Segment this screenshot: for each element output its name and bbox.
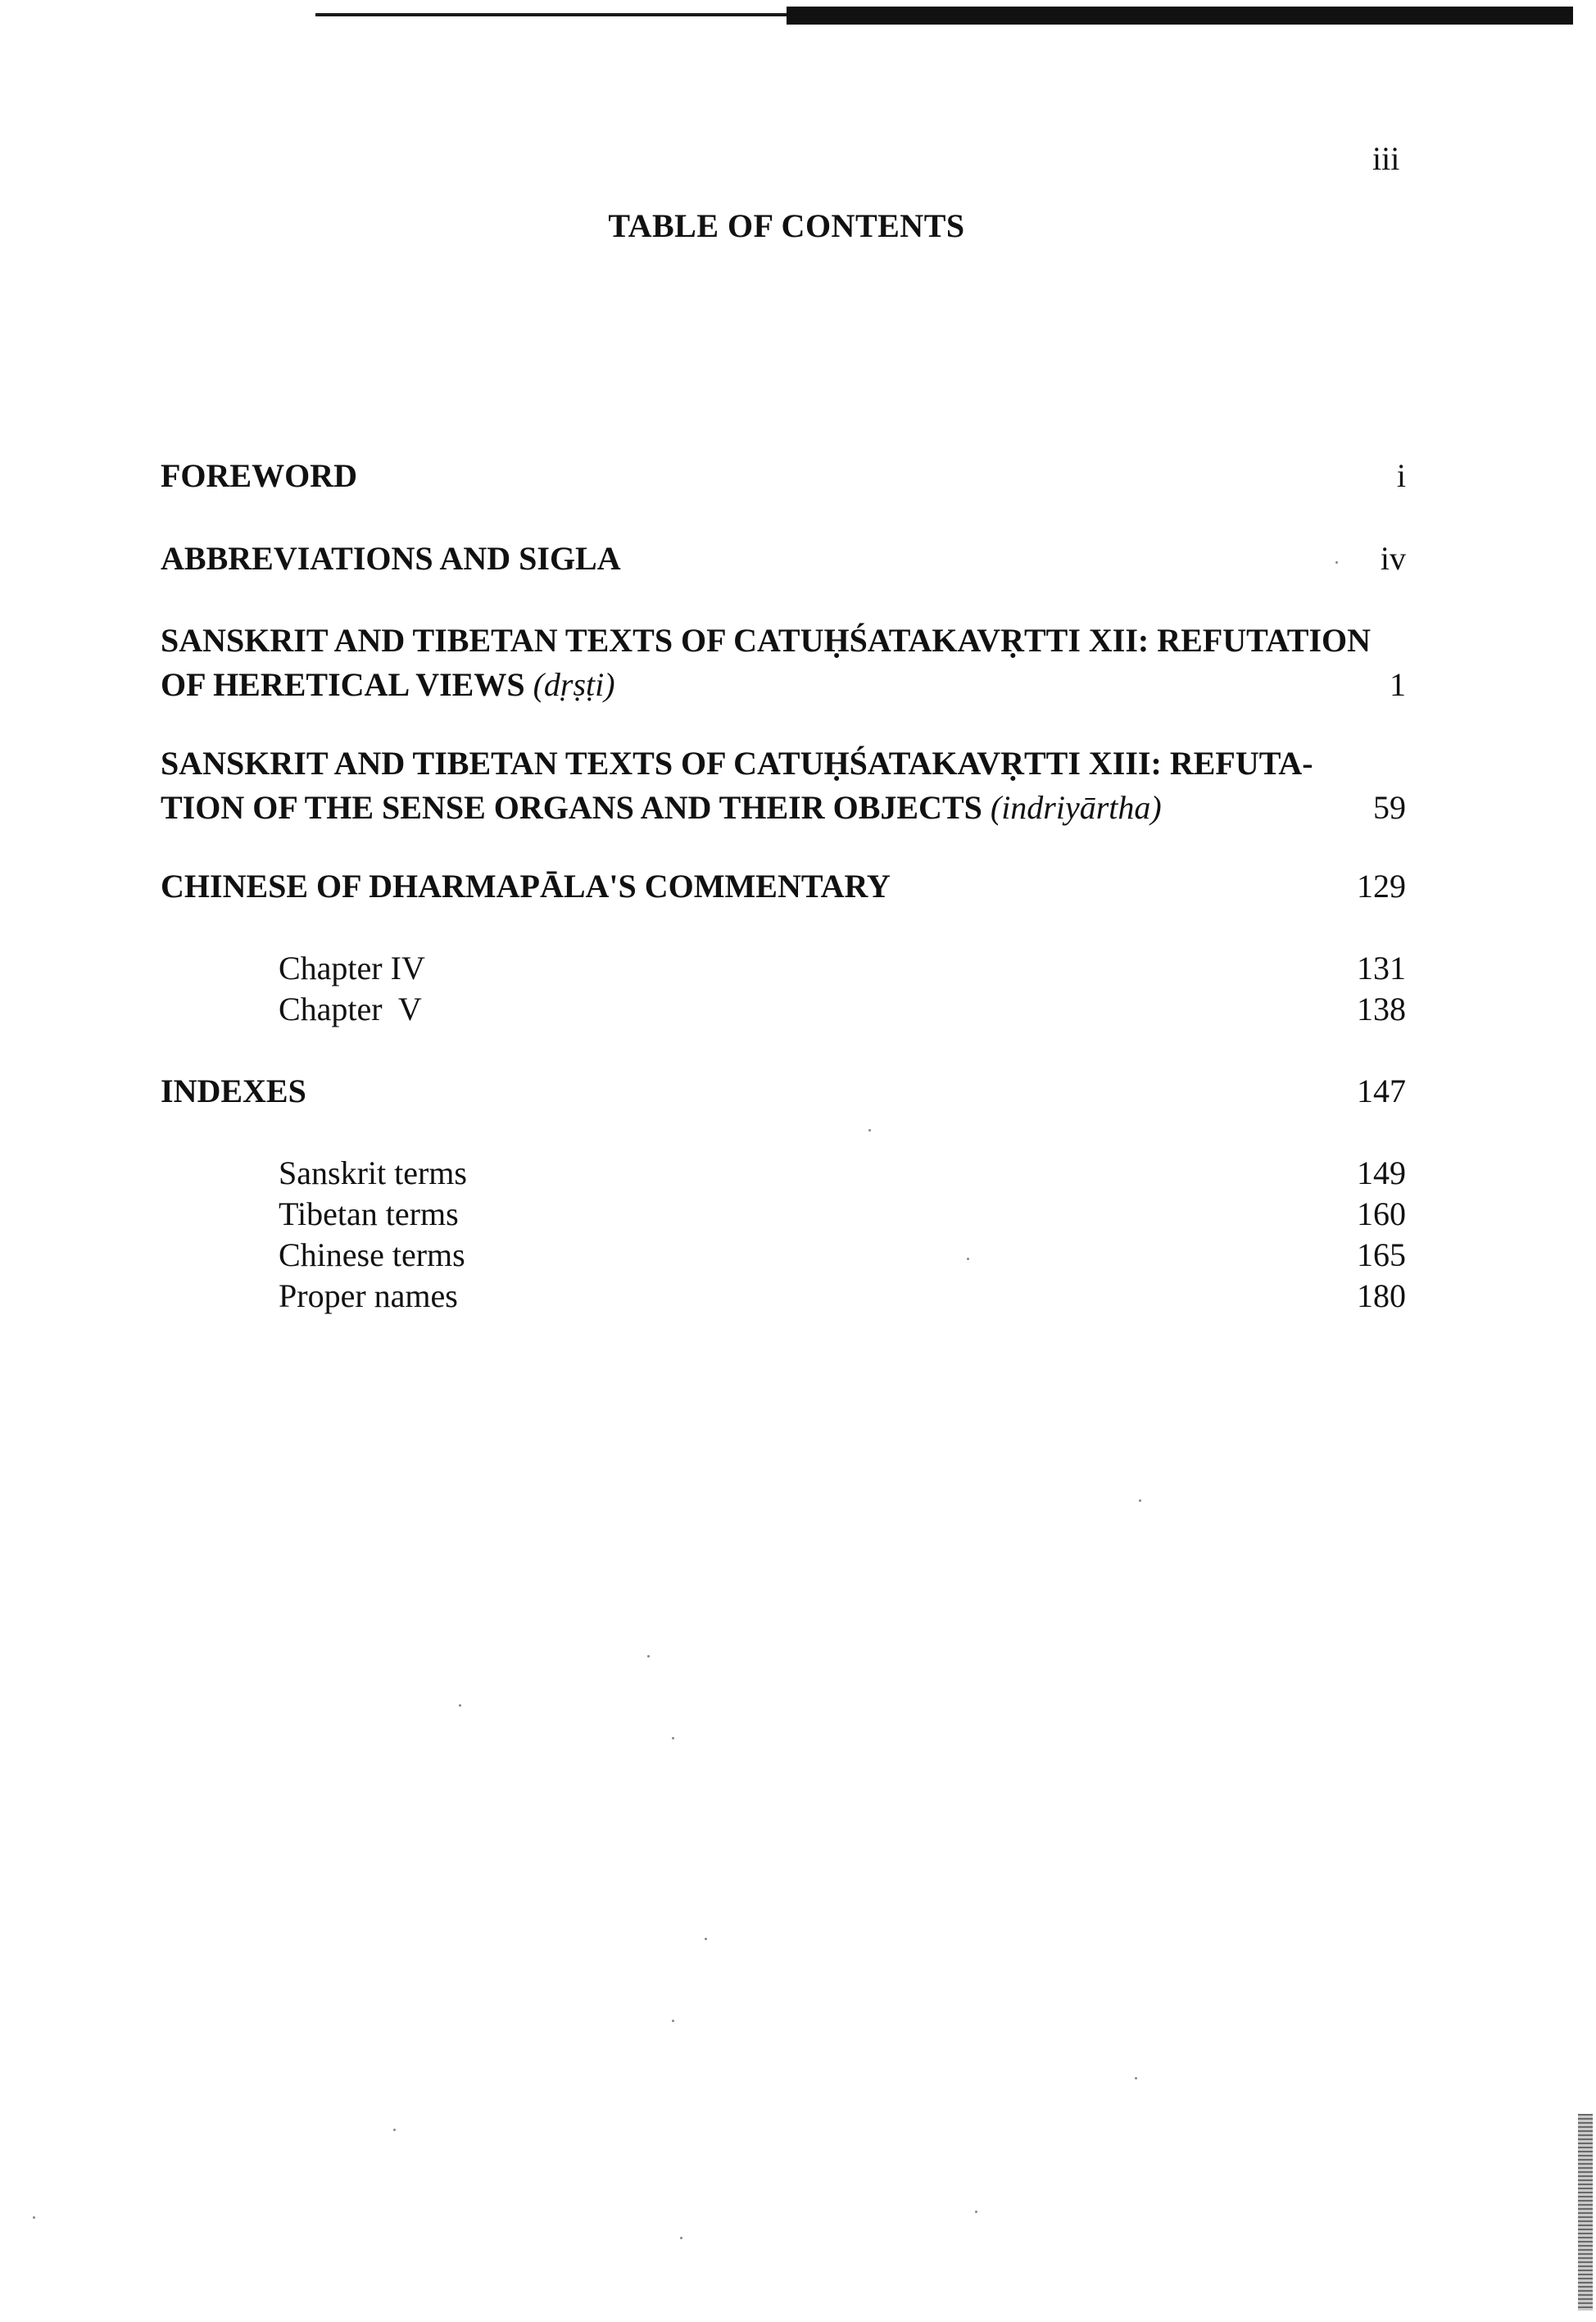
scan-speck [705, 1938, 707, 1940]
toc-entry-title: CHINESE OF DHARMAPĀLA'S COMMENTARY [161, 868, 891, 905]
toc-entry-sanskrit-xii[interactable] [161, 619, 1406, 707]
chinese-subentries [279, 948, 1406, 1030]
toc-entry-page: 1 [1390, 666, 1406, 703]
toc-subentry-title: Chapter V [279, 991, 422, 1027]
toc-entry-title: INDEXES [161, 1073, 306, 1109]
toc-entry-page: 147 [1357, 1073, 1406, 1109]
scan-speck [967, 1258, 969, 1260]
toc-entry-title: FOREWORD [161, 457, 357, 494]
toc-entry-sanskrit-xiii[interactable] [161, 741, 1406, 830]
scan-speck [680, 2237, 682, 2239]
toc-subentry[interactable] [279, 1235, 1406, 1276]
scan-speck [672, 1737, 674, 1739]
toc-entry-title: ABBREVIATIONS AND SIGLA [161, 540, 621, 577]
toc-entry-page: i [1396, 457, 1406, 494]
toc-entry-abbreviations[interactable] [161, 537, 1406, 581]
toc-subentry[interactable] [279, 1276, 1406, 1317]
scan-edge-noise [1578, 2114, 1593, 2311]
scan-speck [1135, 2077, 1137, 2079]
toc-subentry-title: Proper names [279, 1277, 458, 1314]
toc-subentry-page: 138 [1357, 991, 1406, 1027]
toc-subentry-title: Chapter IV [279, 950, 425, 986]
toc-entry-title-line2: TION OF THE SENSE ORGANS AND THEIR OBJECTS [161, 789, 982, 826]
scan-speck [975, 2211, 977, 2213]
index-subentries [279, 1153, 1406, 1317]
scan-speck [33, 2216, 35, 2219]
toc-subentry-page: 149 [1357, 1154, 1406, 1191]
toc-subentry[interactable] [279, 1153, 1406, 1194]
scan-speck [672, 2020, 674, 2022]
scan-speck [393, 2129, 396, 2131]
page-title: TABLE OF CONTENTS [608, 207, 965, 244]
toc-entry-page: 59 [1373, 789, 1406, 826]
toc-subentry-page: 180 [1357, 1277, 1406, 1314]
toc-subentry-title: Chinese terms [279, 1236, 465, 1273]
toc-entry-foreword[interactable] [161, 454, 1406, 498]
scan-speck [1139, 1499, 1141, 1502]
toc-subentry-page: 131 [1357, 950, 1406, 986]
toc-subentry[interactable] [279, 948, 1406, 989]
toc-subentry[interactable] [279, 989, 1406, 1030]
toc-entry-title-line2: OF HERETICAL VIEWS [161, 666, 525, 703]
scan-speck [647, 1655, 650, 1658]
toc-entry-page: iv [1380, 540, 1406, 577]
toc-entry-title-line1: SANSKRIT AND TIBETAN TEXTS OF CATUḤŚATAKAVṚTTI XIII: REFUTA- [161, 745, 1313, 782]
toc-entry-title-line1: SANSKRIT AND TIBETAN TEXTS OF CATUḤŚATAKAVṚTTI XII: REFUTATION [161, 622, 1372, 659]
toc-subentry-title: Sanskrit terms [279, 1154, 467, 1191]
scan-speck [1335, 561, 1338, 564]
toc-subentry-title: Tibetan terms [279, 1195, 459, 1232]
toc-subentry[interactable] [279, 1194, 1406, 1235]
scan-speck [459, 1704, 461, 1707]
toc-subentry-page: 165 [1357, 1236, 1406, 1273]
toc-subentry-page: 160 [1357, 1195, 1406, 1232]
toc-entry-indexes[interactable] [161, 1069, 1406, 1113]
toc-entry-page: 129 [1357, 868, 1406, 905]
toc-entry-term: (indriyārtha) [990, 789, 1162, 826]
scan-speck [868, 1129, 871, 1132]
page-number: iii [1372, 140, 1400, 177]
toc-entry-chinese[interactable] [161, 864, 1406, 909]
toc-entry-term: (dṛṣṭi) [533, 666, 615, 703]
top-rule-thick [787, 7, 1573, 25]
